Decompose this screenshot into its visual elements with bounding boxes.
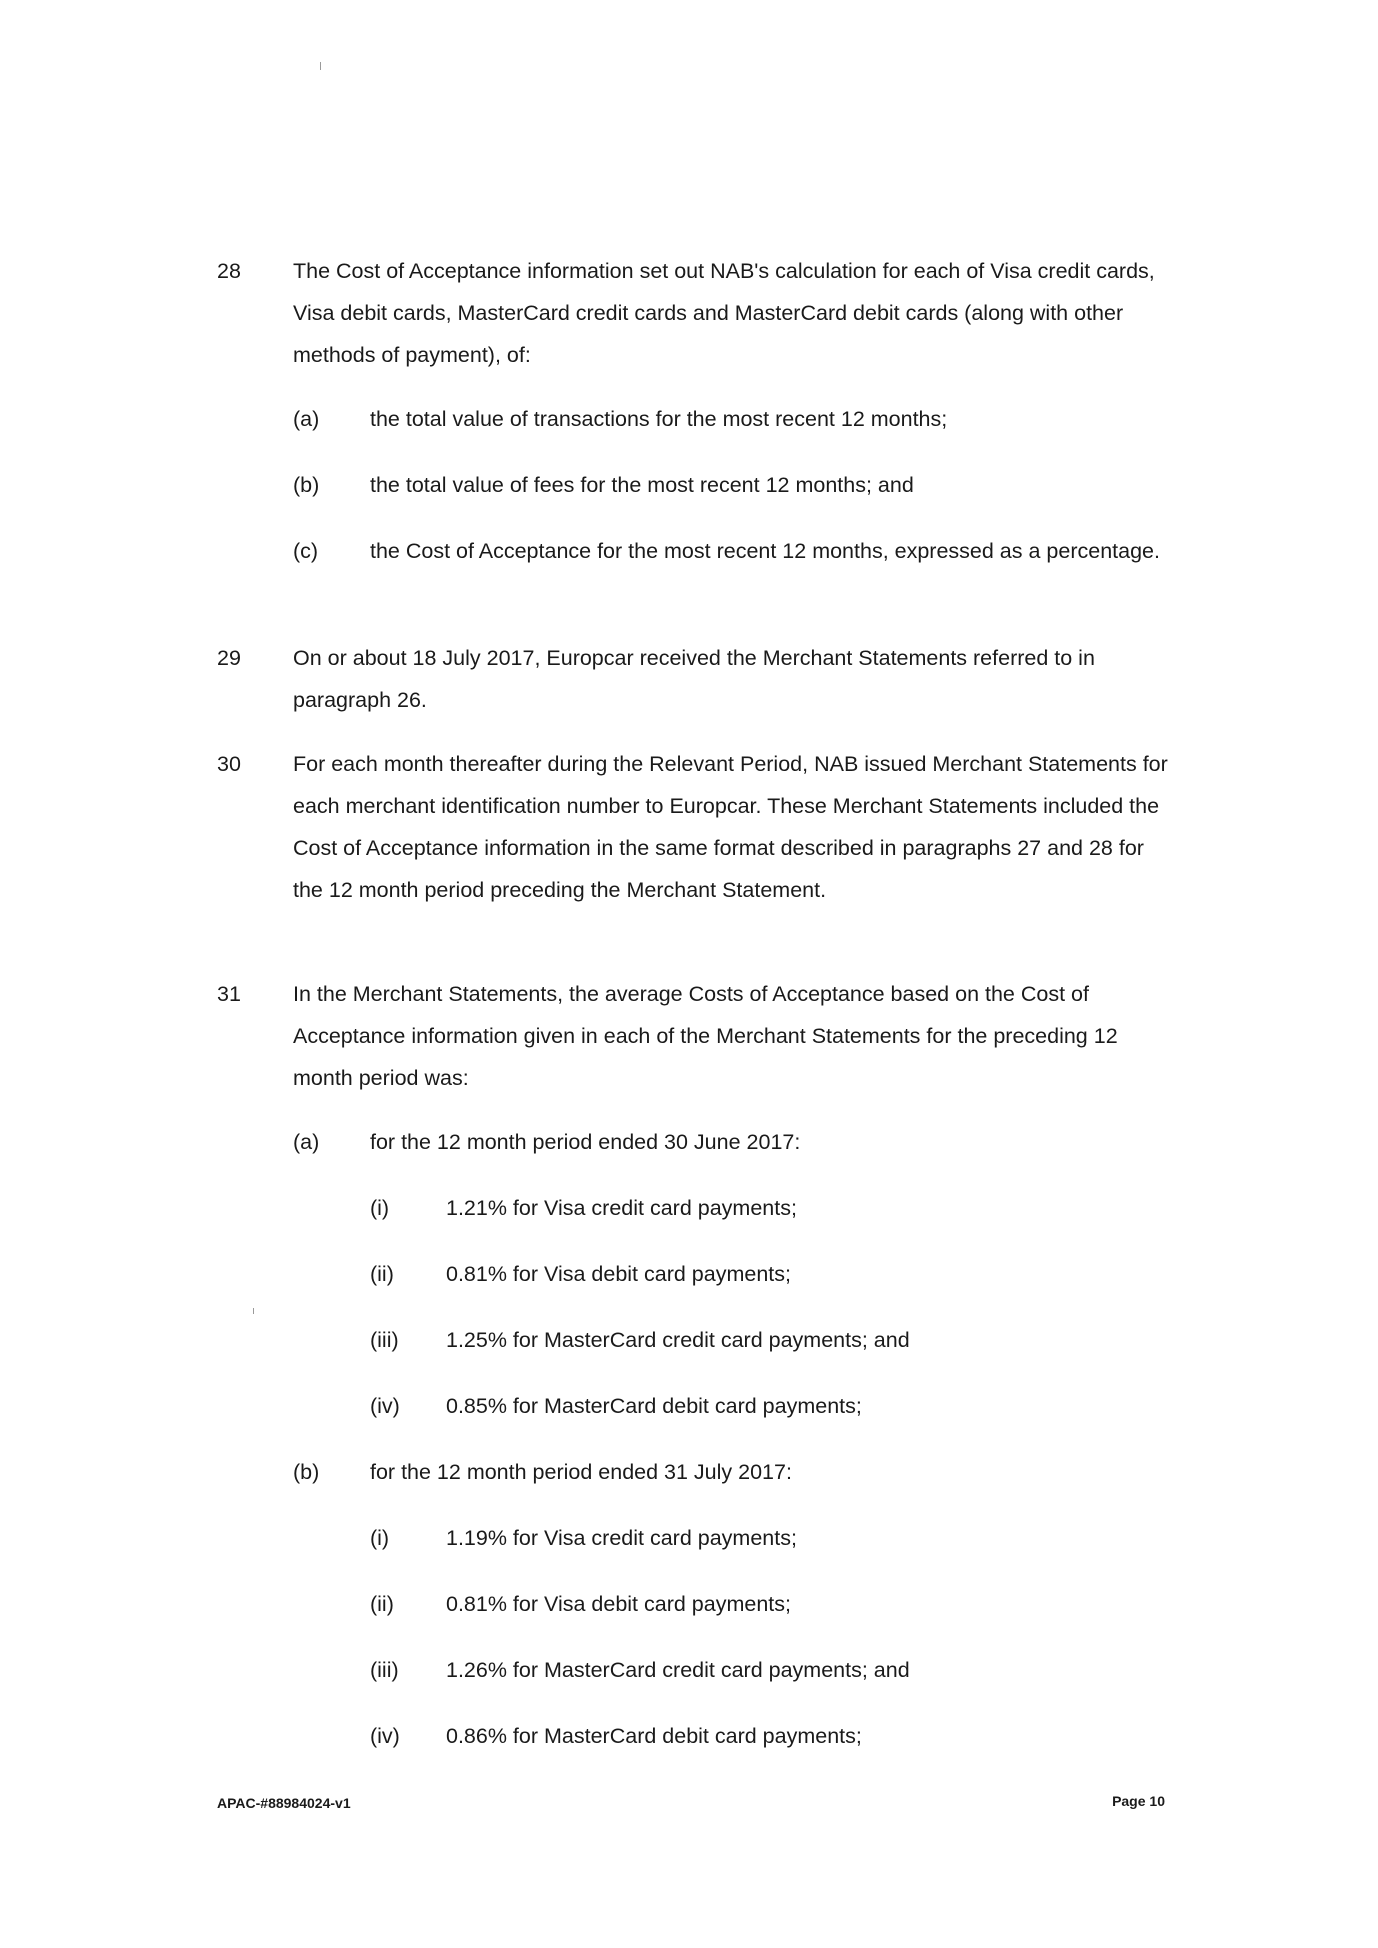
paragraph-31-text: In the Merchant Statements, the average Costs of Acceptance based on the Cost of Acceptance information given in each of the Merchant Statements for the preceding 12 month period was:: [293, 982, 1118, 1090]
subitem-text: 0.81% for Visa debit card payments;: [446, 1592, 791, 1616]
scan-mark: [253, 1308, 254, 1314]
subitem-text: 0.86% for MasterCard debit card payments;: [446, 1724, 862, 1748]
subitem-text: 1.26% for MasterCard credit card payments; and: [446, 1658, 910, 1682]
paragraph-number: 31: [217, 982, 241, 1006]
subitem-text: 0.85% for MasterCard debit card payments;: [446, 1394, 862, 1418]
subitem-text: 1.25% for MasterCard credit card payments; and: [446, 1328, 910, 1352]
paragraph-number: 30: [217, 752, 241, 776]
page-number: Page 10: [1112, 1793, 1165, 1809]
paragraph-28-text: The Cost of Acceptance information set out NAB's calculation for each of Visa credit cards, Visa debit cards, MasterCard credit cards and MasterCard debit cards (along with other methods of payment), of:: [293, 259, 1155, 367]
item-label: (a): [293, 407, 320, 431]
item-text: the total value of transactions for the most recent 12 months;: [370, 407, 948, 431]
paragraph-number: 29: [217, 646, 241, 670]
paragraph-29-text: On or about 18 July 2017, Europcar received the Merchant Statements referred to in paragraph 26.: [293, 646, 1095, 712]
item-text: the Cost of Acceptance for the most recent 12 months, expressed as a percentage.: [370, 539, 1160, 563]
subitem-label: (iii): [370, 1328, 399, 1352]
item-label: (a): [293, 1130, 320, 1154]
subitem-label: (ii): [370, 1262, 394, 1286]
subitem-label: (i): [370, 1526, 390, 1550]
scan-mark: [320, 62, 321, 70]
item-text: for the 12 month period ended 31 July 2017:: [370, 1460, 792, 1484]
item-label: (b): [293, 473, 320, 497]
item-label: (c): [293, 539, 319, 563]
paragraph-number: 28: [217, 259, 241, 283]
subitem-text: 1.21% for Visa credit card payments;: [446, 1196, 797, 1220]
item-label: (b): [293, 1460, 320, 1484]
item-text: for the 12 month period ended 30 June 2017:: [370, 1130, 801, 1154]
subitem-text: 1.19% for Visa credit card payments;: [446, 1526, 797, 1550]
subitem-label: (ii): [370, 1592, 394, 1616]
subitem-label: (iii): [370, 1658, 399, 1682]
document-reference: APAC-#88984024-v1: [217, 1795, 351, 1811]
paragraph-30-text: For each month thereafter during the Relevant Period, NAB issued Merchant Statements for each merchant identification number to Europcar. These Merchant Statements included the Cost of Acceptance information in the same format described in paragraphs 27 and 28 for the 12 month period preceding the Merchant Statement.: [293, 752, 1168, 902]
subitem-label: (iv): [370, 1394, 400, 1418]
item-text: the total value of fees for the most recent 12 months; and: [370, 473, 914, 497]
subitem-label: (iv): [370, 1724, 400, 1748]
subitem-text: 0.81% for Visa debit card payments;: [446, 1262, 791, 1286]
subitem-label: (i): [370, 1196, 390, 1220]
